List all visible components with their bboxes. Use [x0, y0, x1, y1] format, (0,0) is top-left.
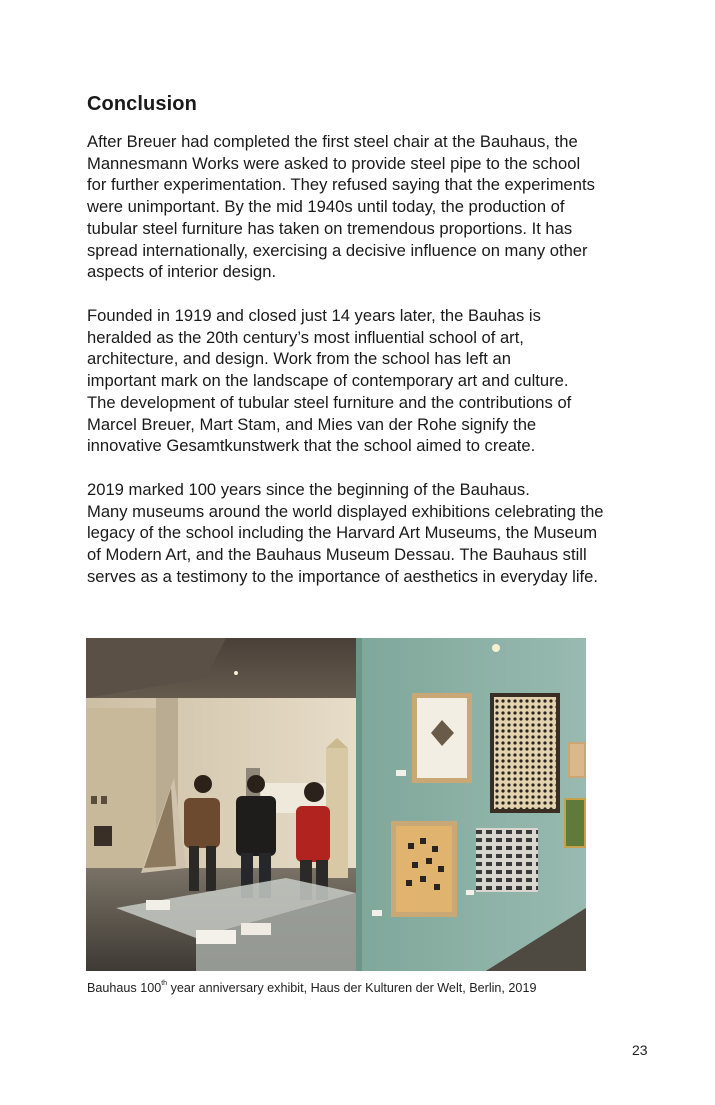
- paragraph-breuer-steel: [87, 131, 662, 283]
- text-line: for further experimentation. They refused saying that the experiments: [87, 175, 595, 195]
- text-line: aspects of interior design.: [87, 262, 277, 282]
- text-line: Founded in 1919 and closed just 14 years later, the Bauhas is: [87, 306, 541, 325]
- exhibit-photo-illustration: [86, 638, 586, 971]
- text-line: innovative Gesamtkunstwerk that the school aimed to create.: [87, 436, 536, 456]
- text-line: Many museums around the world displayed exhibitions celebrating the: [87, 501, 604, 521]
- section-heading: Conclusion: [87, 93, 197, 115]
- text-line: heralded as the 20th century’s most influential school of art,: [87, 327, 524, 347]
- text-line: Marcel Breuer, Mart Stam, and Mies van der Rohe signify the: [87, 414, 537, 434]
- exhibit-photo: [86, 638, 586, 971]
- text-line: architecture, and design. Work from the school has left an: [87, 349, 511, 369]
- text-line: of Modern Art, and the Bauhaus Museum Dessau. The Bauhaus still: [87, 545, 587, 565]
- photo-caption: [87, 981, 536, 995]
- text-line: The development of tubular steel furniture and the contributions of: [87, 392, 572, 412]
- paragraph-bauhaus-founding: [87, 305, 662, 457]
- text-line: Mannesmann Works were asked to provide steel pipe to the school: [87, 153, 581, 173]
- paragraph-centenary: [87, 479, 662, 588]
- text-line: spread internationally, exercising a decisive influence on many other: [87, 240, 588, 260]
- text-line: legacy of the school including the Harvard Art Museums, the Museum: [87, 523, 598, 543]
- text-line: 2019 marked 100 years since the beginning of the Bauhaus.: [87, 480, 530, 499]
- caption-text-after: year anniversary exhibit, Haus der Kulturen der Welt, Berlin, 2019: [167, 981, 537, 995]
- text-line: were unimportant. By the mid 1940s until today, the production of: [87, 197, 565, 217]
- text-line: serves as a testimony to the importance of aesthetics in everyday life.: [87, 566, 598, 586]
- text-line: After Breuer had completed the first steel chair at the Bauhaus, the: [87, 132, 578, 151]
- caption-text-before: Bauhaus 100: [87, 981, 162, 995]
- caption-superscript: th: [161, 980, 168, 987]
- text-line: important mark on the landscape of contemporary art and culture.: [87, 371, 569, 391]
- page-number: 23: [632, 1042, 648, 1058]
- text-line: tubular steel furniture has taken on tremendous proportions. It has: [87, 218, 573, 238]
